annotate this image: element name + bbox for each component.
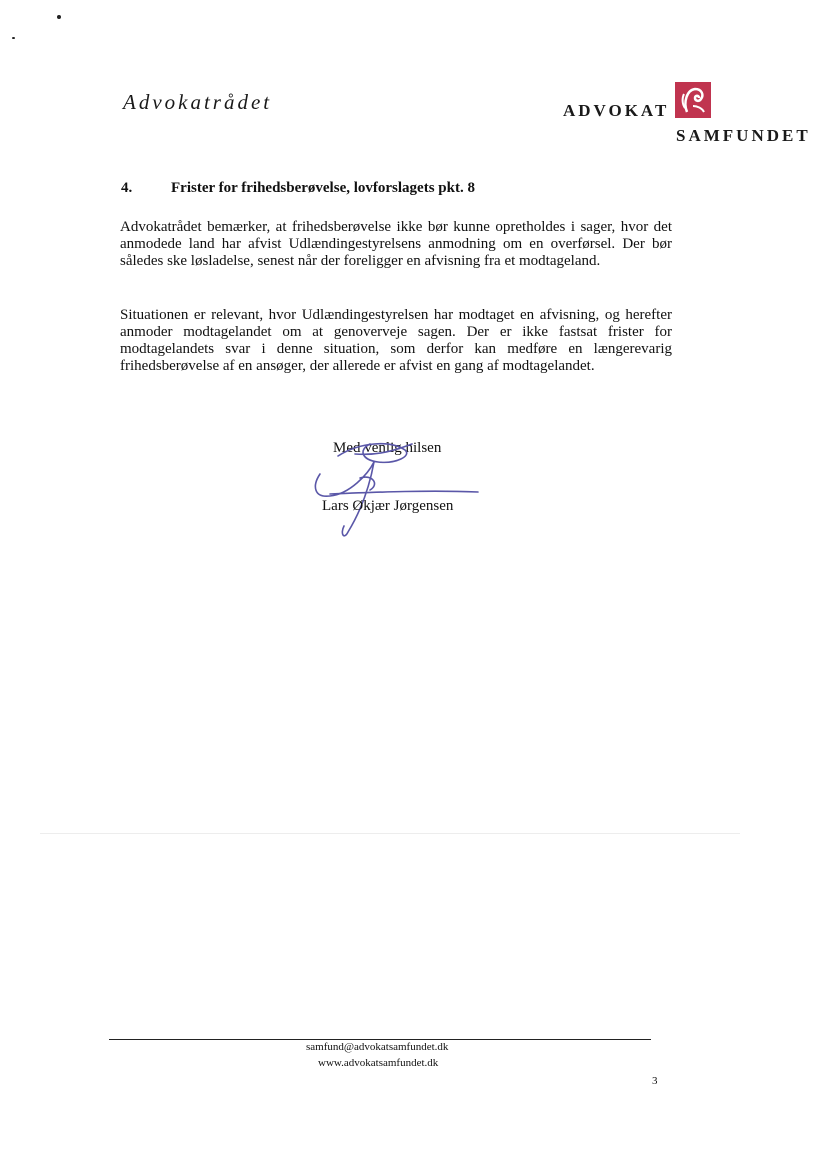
paragraph: Advokatrådet bemærker, at frihedsberøvelse ikke bør kunne opretholdes i sager, hvor det anmodede land har afvist Udlændingestyrelsens anmodning om en overførsel. Der bør således ske løsladelse, senest når der foreligger en afvisning fra et modtageland. (120, 219, 672, 269)
signer-name: Lars Økjær Jørgensen (322, 498, 454, 514)
scan-speck (57, 15, 61, 19)
logo-text-line1: ADVOKAT (563, 101, 670, 120)
divider (40, 833, 740, 834)
handwritten-signature (300, 414, 490, 544)
logo-text-line2: SAMFUNDET (676, 126, 811, 145)
page-number: 3 (652, 1075, 658, 1087)
paragraph: Situationen er relevant, hvor Udlændingestyrelsen har modtaget en afvisning, og herefter anmoder modtagelandet om at genoverveje sagen. Der er ikke fastsat frister for modtagelandets svar i denne situation, som derfor kan medføre en længerevarig frihedsberøvelse af en ansøger, der allerede er afvist en gang af modtagelandet. (120, 307, 672, 374)
footer-email-link[interactable]: samfund@advokatsamfundet.dk (306, 1041, 449, 1053)
header-left-title: Advokatrådet (123, 90, 273, 114)
closing-salutation: Med venlig hilsen (333, 440, 442, 456)
section-title: Frister for frihedsberøvelse, lovforslagets pkt. 8 (171, 180, 475, 196)
section-heading (121, 180, 681, 197)
logo-mark-icon (675, 82, 711, 118)
scan-speck (12, 37, 15, 39)
footer-divider (109, 1039, 651, 1040)
footer-website-link[interactable]: www.advokatsamfundet.dk (318, 1057, 439, 1069)
section-number: 4. (121, 180, 133, 196)
